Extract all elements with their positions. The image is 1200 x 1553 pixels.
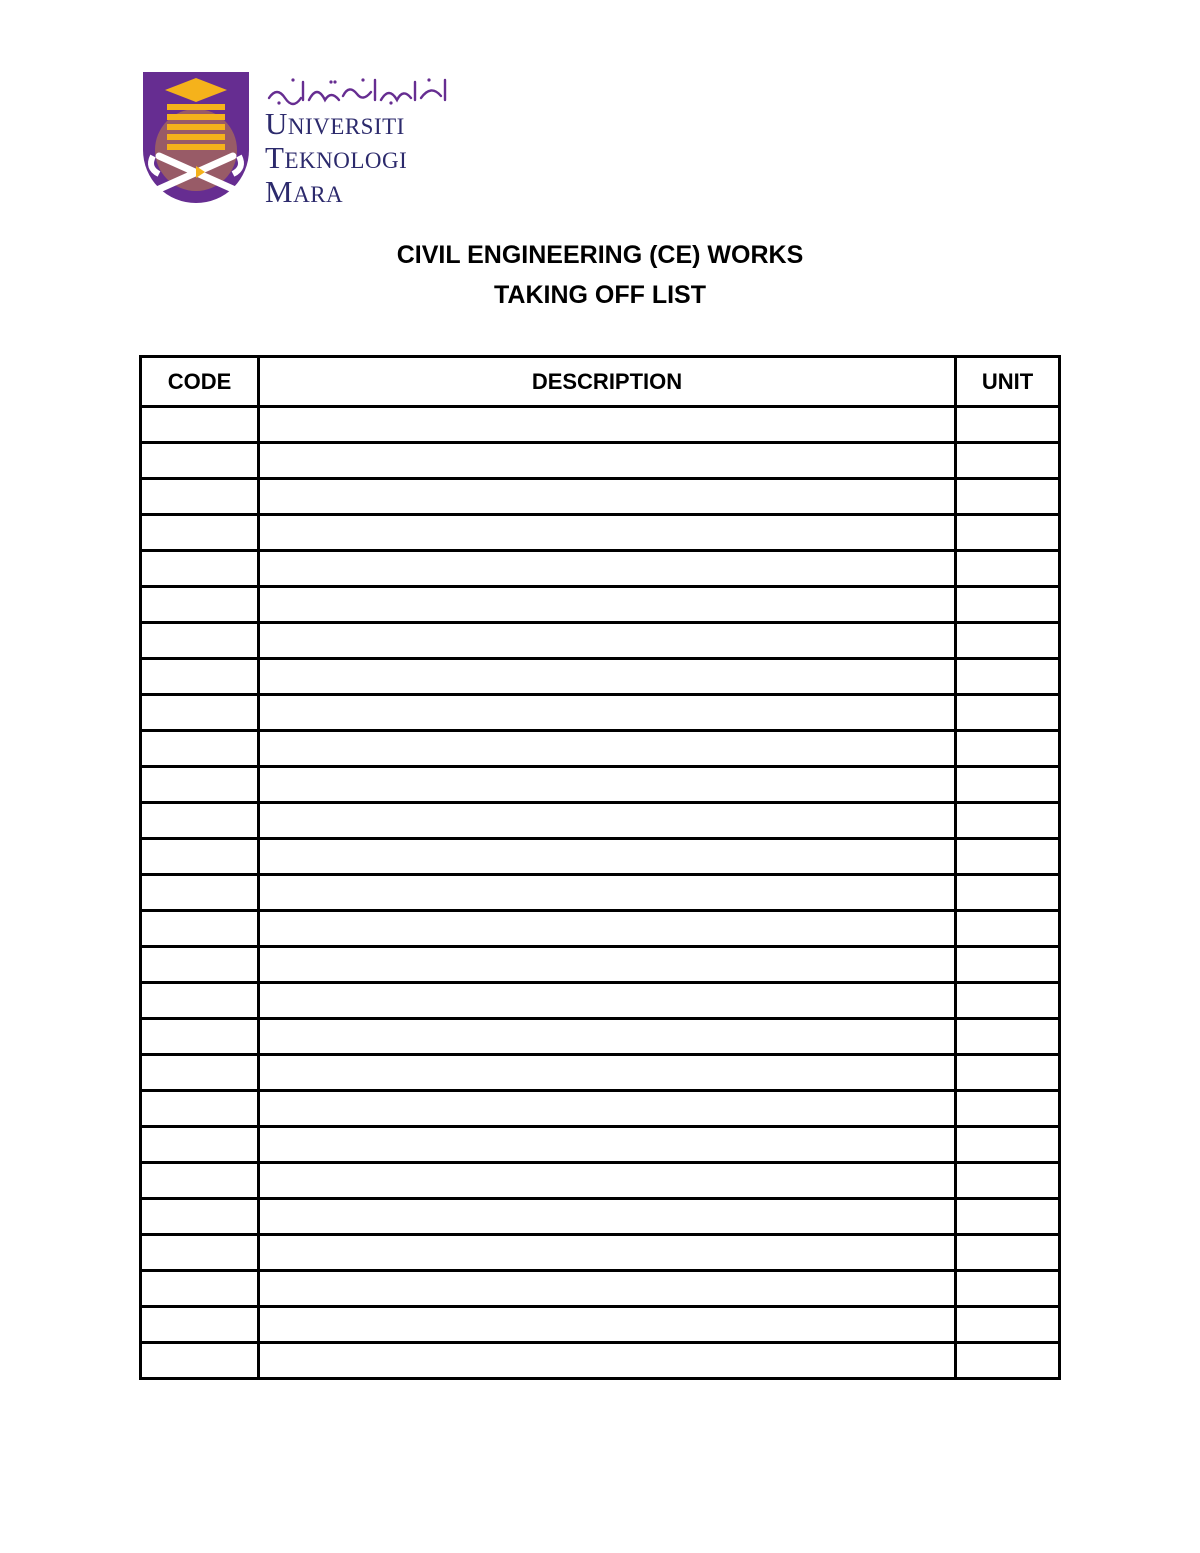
unit-cell[interactable]	[956, 803, 1060, 839]
jawi-script-logo	[265, 76, 450, 106]
code-cell[interactable]	[141, 1343, 259, 1379]
table-header	[141, 357, 1060, 407]
university-name-line-3: MARA	[265, 174, 344, 209]
unit-cell[interactable]	[956, 479, 1060, 515]
code-cell[interactable]	[141, 911, 259, 947]
table-header-row	[141, 357, 1060, 407]
university-crest-icon	[143, 72, 249, 204]
code-cell[interactable]	[141, 443, 259, 479]
unit-cell[interactable]	[956, 1307, 1060, 1343]
table-row	[141, 623, 1060, 659]
table-row	[141, 1127, 1060, 1163]
table-row	[141, 1307, 1060, 1343]
code-cell[interactable]	[141, 1127, 259, 1163]
description-cell[interactable]	[259, 911, 956, 947]
table-row	[141, 911, 1060, 947]
description-cell[interactable]	[259, 767, 956, 803]
code-cell[interactable]	[141, 1271, 259, 1307]
unit-cell[interactable]	[956, 875, 1060, 911]
description-cell[interactable]	[259, 1235, 956, 1271]
code-cell[interactable]	[141, 875, 259, 911]
description-cell[interactable]	[259, 551, 956, 587]
table-row	[141, 947, 1060, 983]
code-cell[interactable]	[141, 515, 259, 551]
code-cell[interactable]	[141, 1163, 259, 1199]
code-cell[interactable]	[141, 803, 259, 839]
table-row	[141, 515, 1060, 551]
unit-cell[interactable]	[956, 767, 1060, 803]
unit-cell[interactable]	[956, 947, 1060, 983]
table-row	[141, 1163, 1060, 1199]
description-cell[interactable]	[259, 623, 956, 659]
description-cell[interactable]	[259, 1055, 956, 1091]
description-cell[interactable]	[259, 875, 956, 911]
unit-cell[interactable]	[956, 1343, 1060, 1379]
unit-cell[interactable]	[956, 983, 1060, 1019]
code-cell[interactable]	[141, 731, 259, 767]
column-header-description: DESCRIPTION	[259, 357, 956, 407]
description-cell[interactable]	[259, 1307, 956, 1343]
description-cell[interactable]	[259, 695, 956, 731]
table-row	[141, 443, 1060, 479]
university-name-line-2: TEKNOLOGI	[265, 140, 408, 175]
code-cell[interactable]	[141, 839, 259, 875]
description-cell[interactable]	[259, 443, 956, 479]
unit-cell[interactable]	[956, 1199, 1060, 1235]
description-cell[interactable]	[259, 803, 956, 839]
university-logo	[143, 72, 463, 207]
table-row	[141, 803, 1060, 839]
table-row	[141, 479, 1060, 515]
description-cell[interactable]	[259, 839, 956, 875]
table-row	[141, 1343, 1060, 1379]
code-cell[interactable]	[141, 1019, 259, 1055]
description-cell[interactable]	[259, 983, 956, 1019]
description-cell[interactable]	[259, 731, 956, 767]
document-subtitle: TAKING OFF LIST	[493, 281, 706, 309]
table-body	[141, 407, 1060, 1379]
table-row	[141, 839, 1060, 875]
unit-cell[interactable]	[956, 1235, 1060, 1271]
code-cell[interactable]	[141, 1091, 259, 1127]
unit-cell[interactable]	[956, 1127, 1060, 1163]
description-cell[interactable]	[259, 515, 956, 551]
code-cell[interactable]	[141, 1235, 259, 1271]
table-row	[141, 731, 1060, 767]
unit-cell[interactable]	[956, 911, 1060, 947]
table-row	[141, 983, 1060, 1019]
description-cell[interactable]	[259, 1343, 956, 1379]
code-cell[interactable]	[141, 695, 259, 731]
unit-cell[interactable]	[956, 551, 1060, 587]
table-row	[141, 551, 1060, 587]
unit-cell[interactable]	[956, 1163, 1060, 1199]
table-row	[141, 1235, 1060, 1271]
column-header-unit: UNIT	[956, 357, 1060, 407]
unit-cell[interactable]	[956, 1019, 1060, 1055]
description-cell[interactable]	[259, 407, 956, 443]
taking-off-table	[139, 355, 1061, 1380]
code-cell[interactable]	[141, 587, 259, 623]
table-row	[141, 1199, 1060, 1235]
code-cell[interactable]	[141, 1055, 259, 1091]
university-name-line-1: UNIVERSITI	[265, 106, 405, 141]
unit-cell[interactable]	[956, 731, 1060, 767]
description-cell[interactable]	[259, 947, 956, 983]
code-cell[interactable]	[141, 1199, 259, 1235]
unit-cell[interactable]	[956, 1091, 1060, 1127]
university-name	[265, 108, 407, 210]
unit-cell[interactable]	[956, 443, 1060, 479]
table-row	[141, 659, 1060, 695]
description-cell[interactable]	[259, 479, 956, 515]
unit-cell[interactable]	[956, 1271, 1060, 1307]
code-cell[interactable]	[141, 623, 259, 659]
table-row	[141, 1271, 1060, 1307]
unit-cell[interactable]	[956, 407, 1060, 443]
column-header-code: CODE	[141, 357, 259, 407]
unit-cell[interactable]	[956, 623, 1060, 659]
unit-cell[interactable]	[956, 587, 1060, 623]
description-cell[interactable]	[259, 659, 956, 695]
description-cell[interactable]	[259, 1127, 956, 1163]
table-row	[141, 767, 1060, 803]
code-cell[interactable]	[141, 551, 259, 587]
unit-cell[interactable]	[956, 695, 1060, 731]
unit-cell[interactable]	[956, 515, 1060, 551]
code-cell[interactable]	[141, 983, 259, 1019]
code-cell[interactable]	[141, 947, 259, 983]
table-row	[141, 1091, 1060, 1127]
description-cell[interactable]	[259, 1019, 956, 1055]
table-row	[141, 1019, 1060, 1055]
unit-cell[interactable]	[956, 659, 1060, 695]
unit-cell[interactable]	[956, 839, 1060, 875]
table-row	[141, 407, 1060, 443]
code-cell[interactable]	[141, 1307, 259, 1343]
description-cell[interactable]	[259, 1091, 956, 1127]
table-row	[141, 875, 1060, 911]
code-cell[interactable]	[141, 479, 259, 515]
code-cell[interactable]	[141, 659, 259, 695]
table-row	[141, 1055, 1060, 1091]
description-cell[interactable]	[259, 1163, 956, 1199]
table-row	[141, 695, 1060, 731]
document-title: CIVIL ENGINEERING (CE) WORKS	[396, 241, 804, 269]
description-cell[interactable]	[259, 1199, 956, 1235]
code-cell[interactable]	[141, 767, 259, 803]
table-row	[141, 587, 1060, 623]
description-cell[interactable]	[259, 1271, 956, 1307]
unit-cell[interactable]	[956, 1055, 1060, 1091]
code-cell[interactable]	[141, 407, 259, 443]
description-cell[interactable]	[259, 587, 956, 623]
